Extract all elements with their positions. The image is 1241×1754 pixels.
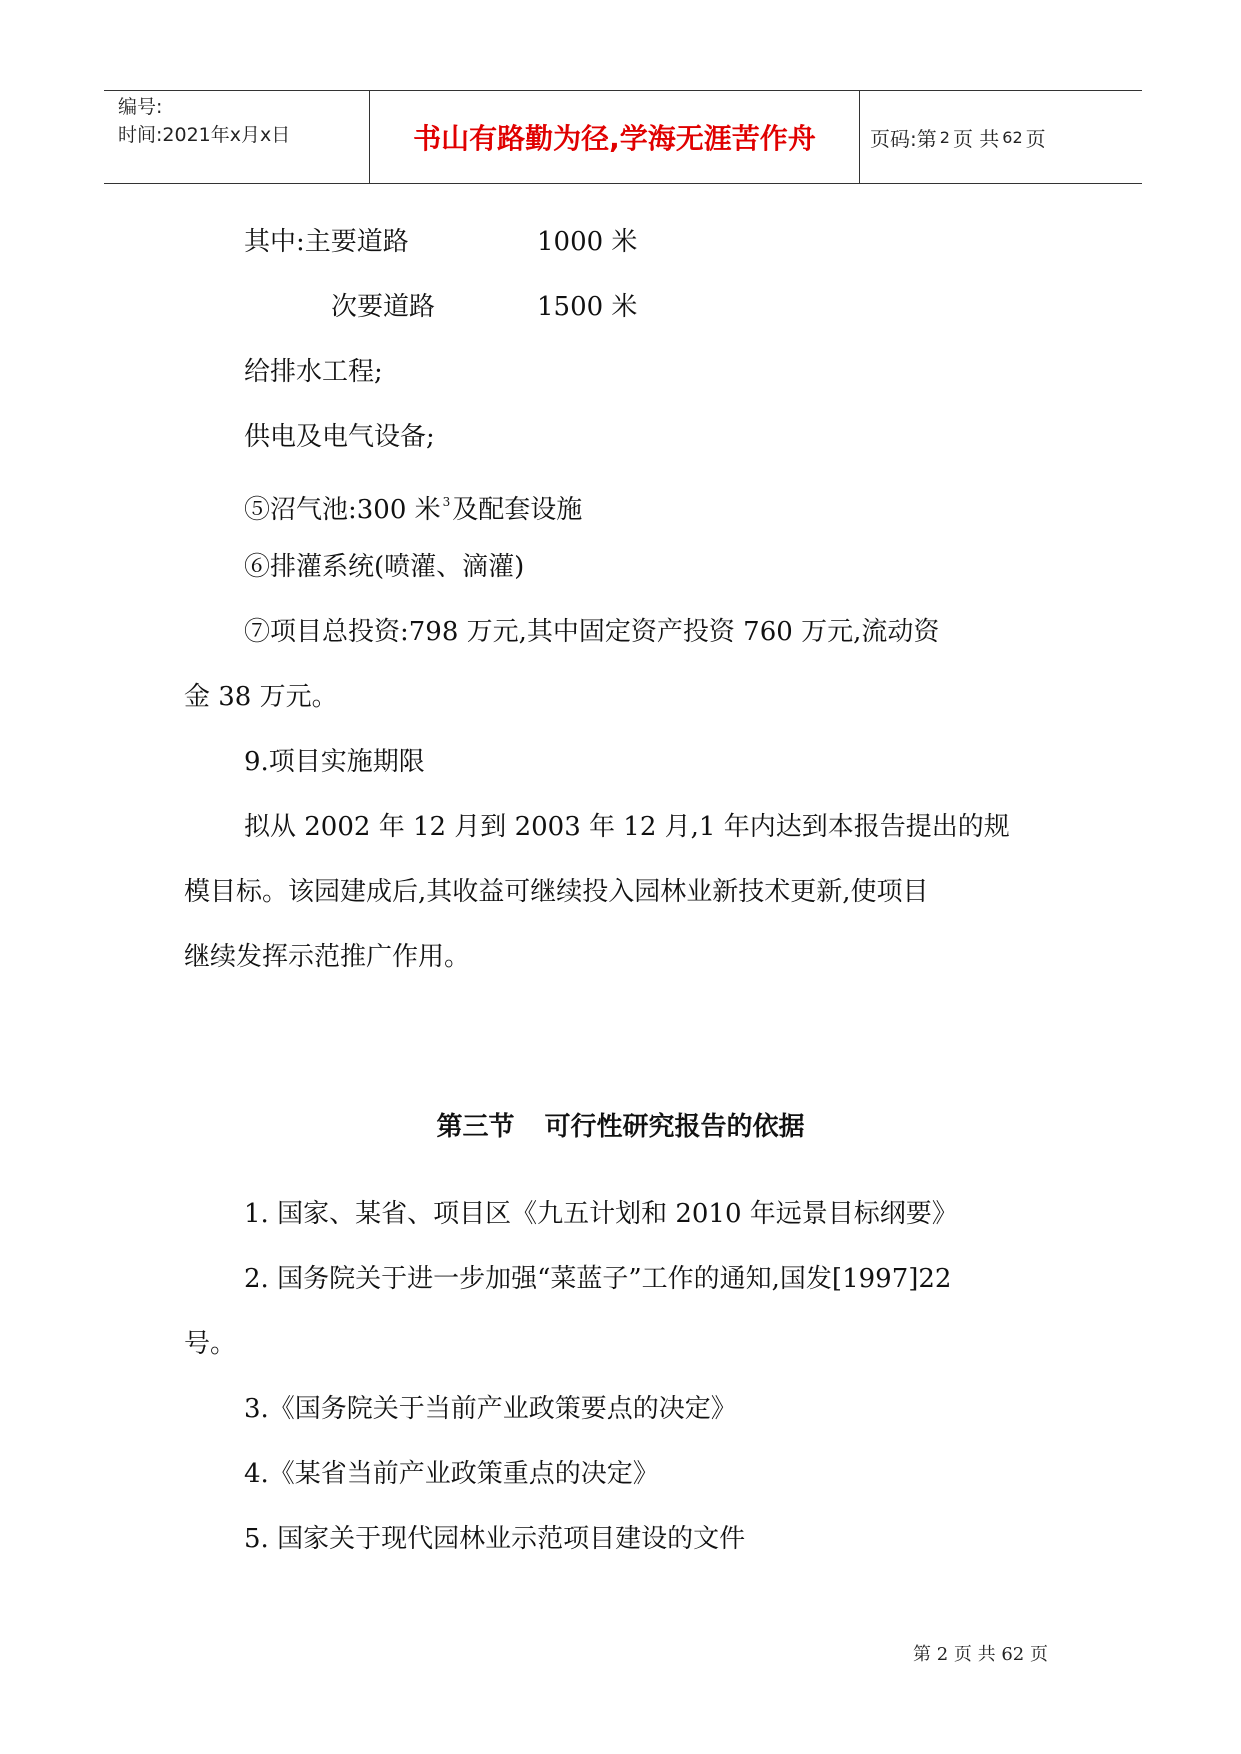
page-prefix: 页码:第 [870,126,937,151]
page-total: 62 [1002,127,1023,147]
term-line-3: 继续发挥示范推广作用。 [184,942,471,972]
page-suffix: 页 [1025,126,1046,151]
term-line-2: 模目标。该园建成后,其收益可继续投入园林业新技术更新,使项目 [184,877,929,907]
biogas-superscript: 3 [442,495,451,509]
road-intro: 其中:主要道路 [244,227,409,257]
basis-item-2: 2. 国务院关于进一步加强“菜蓝子”工作的通知,国发[1997]22 [244,1264,952,1294]
term-line-1: 拟从 2002 年 12 月到 2003 年 12 月,1 年内达到本报告提出的规 [244,812,1010,842]
page-header [104,90,1142,184]
road-main-line [244,224,409,260]
road-main-length: 1000 米 [537,227,638,257]
investment-line-1: ⑦项目总投资:798 万元,其中固定资产投资 760 万元,流动资 [244,617,940,647]
header-meta [118,93,368,149]
power-line: 供电及电气设备; [244,422,435,452]
road-secondary-label: 次要道路 [331,292,436,322]
investment-line-2: 金 38 万元。 [184,682,338,712]
irrigation-line: ⑥排灌系统(喷灌、滴灌) [244,552,525,582]
basis-item-3: 3.《国务院关于当前产业政策要点的决定》 [244,1394,737,1424]
header-divider [859,91,860,183]
term-heading: 9.项目实施期限 [244,747,425,777]
water-line: 给排水工程; [244,357,383,387]
basis-item-5: 5. 国家关于现代园林业示范项目建设的文件 [244,1524,746,1554]
page-mid: 页 共 [952,126,1000,151]
biogas-line [244,484,582,528]
document-time-label: 时间:2021年x月x日 [118,124,291,146]
section-number: 第三节 [436,1112,515,1142]
basis-item-4: 4.《某省当前产业政策重点的决定》 [244,1459,659,1489]
biogas-text: ⑤沼气池:300 米 [244,495,441,525]
header-page-info [870,91,1140,183]
document-number-label: 编号: [118,96,163,118]
page-number: 2 [939,127,950,147]
road-secondary-length: 1500 米 [537,292,638,322]
section-name: 可行性研究报告的依据 [544,1112,805,1142]
section-title [0,1106,1241,1143]
basis-item-2-cont: 号。 [184,1329,237,1359]
page-footer: 第 2 页 共 62 页 [913,1644,1048,1665]
basis-item-1: 1. 国家、某省、项目区《九五计划和 2010 年远景目标纲要》 [244,1199,958,1229]
header-motto: 书山有路勤为径,学海无涯苦作舟 [413,122,816,155]
biogas-post: 及配套设施 [452,495,583,525]
